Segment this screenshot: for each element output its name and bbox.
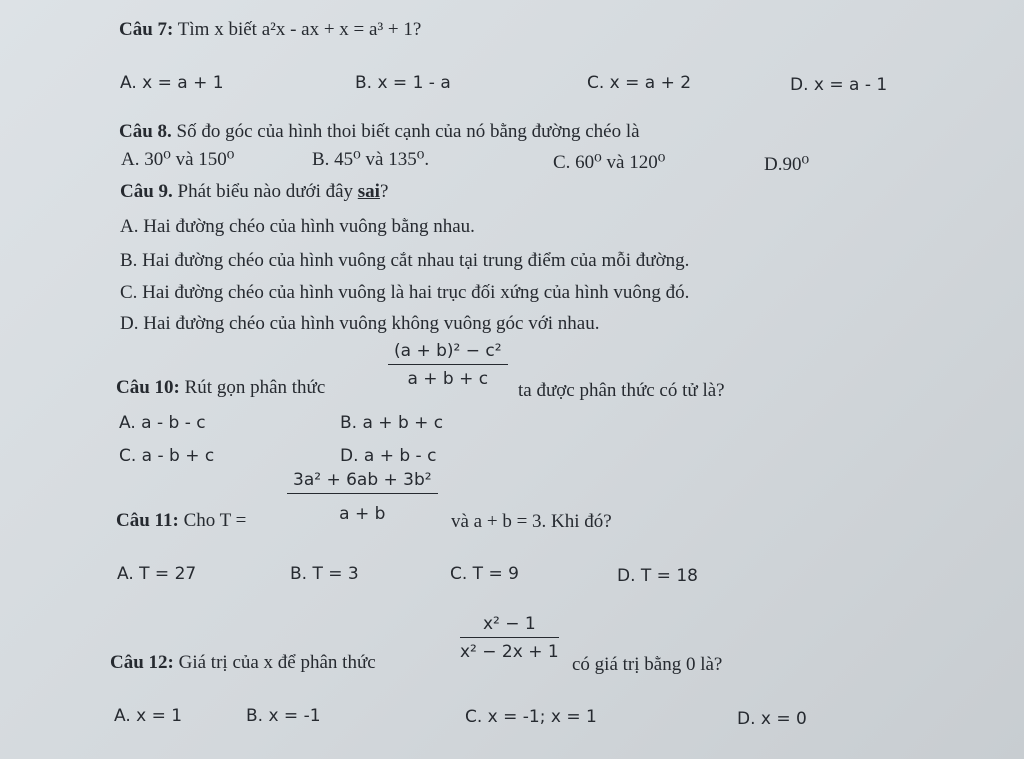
q7-option-a: A. x = a + 1 [120, 73, 224, 93]
q12-fraction [460, 616, 559, 661]
q9-option-a: A. Hai đường chéo của hình vuông bằng nhau. [120, 216, 475, 237]
q12-denominator: x² − 2x + 1 [460, 642, 559, 662]
q9-emphasis: sai [357, 181, 380, 202]
q12-label: Câu 12: [110, 652, 174, 673]
q10-option-c: C. a - b + c [119, 446, 215, 466]
q8-option-b: B. 45⁰ và 135⁰. [312, 149, 430, 170]
q12-option-b: B. x = -1 [246, 706, 321, 726]
q8-text: Số đo góc của hình thoi biết cạnh của nó bằng đường chéo là [176, 121, 640, 142]
q9-label: Câu 9. [120, 181, 173, 202]
q9-text: Phát biểu nào dưới đây [177, 181, 354, 202]
q12-option-c: C. x = -1; x = 1 [465, 707, 597, 727]
q12-question [110, 653, 376, 672]
q12-option-d: D. x = 0 [737, 709, 807, 729]
q11-question [116, 511, 246, 530]
q8-option-c: C. 60⁰ và 120⁰ [553, 152, 666, 173]
q8-question [119, 122, 640, 141]
q11-label: Câu 11: [116, 510, 179, 531]
q11-numerator: 3a² + 6ab + 3b² [287, 472, 438, 494]
q7-question [119, 20, 421, 39]
q10-label: Câu 10: [116, 377, 180, 398]
q9-question [120, 182, 388, 201]
q9-option-d: D. Hai đường chéo của hình vuông không vuông góc với nhau. [120, 313, 600, 334]
q7-text: Tìm x biết a²x - ax + x = a³ + 1? [177, 19, 422, 40]
q12-numerator: x² − 1 [460, 616, 559, 638]
q11-text-after: và a + b = 3. Khi đó? [451, 511, 612, 532]
q10-option-d: D. a + b - c [340, 446, 437, 466]
q8-option-a: A. 30⁰ và 150⁰ [121, 149, 235, 170]
q10-denominator: a + b + c [407, 369, 489, 389]
q11-option-c: C. T = 9 [450, 564, 519, 584]
q11-denominator: a + b [339, 504, 386, 524]
q12-option-a: A. x = 1 [114, 706, 183, 726]
q12-text-after: có giá trị bằng 0 là? [572, 654, 723, 675]
q7-label: Câu 7: [119, 19, 174, 40]
q9-option-c: C. Hai đường chéo của hình vuông là hai trục đối xứng của hình vuông đó. [120, 282, 690, 303]
q8-label: Câu 8. [119, 121, 172, 142]
q10-text-after: ta được phân thức có tử là? [518, 380, 725, 401]
q7-option-c: C. x = a + 2 [587, 73, 692, 93]
q11-fraction [287, 472, 438, 523]
q9-option-b: B. Hai đường chéo của hình vuông cắt nhau tại trung điểm của mỗi đường. [120, 250, 690, 271]
q11-option-a: A. T = 27 [117, 564, 197, 584]
q12-text: Giá trị của x để phân thức [178, 652, 376, 673]
q10-fraction [388, 343, 508, 388]
q11-text: Cho T = [183, 510, 247, 531]
q10-numerator: (a + b)² − c² [388, 343, 508, 365]
q7-option-b: B. x = 1 - a [355, 73, 451, 93]
q10-option-b: B. a + b + c [340, 413, 444, 433]
q10-text: Rút gọn phân thức [184, 377, 326, 398]
q10-option-a: A. a - b - c [119, 413, 206, 433]
q7-option-d: D. x = a - 1 [790, 75, 888, 95]
q11-option-d: D. T = 18 [617, 566, 698, 586]
q9-question-mark: ? [379, 181, 389, 202]
q8-option-d: D.90⁰ [764, 154, 810, 175]
q10-question [116, 378, 325, 397]
q11-option-b: B. T = 3 [290, 564, 359, 584]
